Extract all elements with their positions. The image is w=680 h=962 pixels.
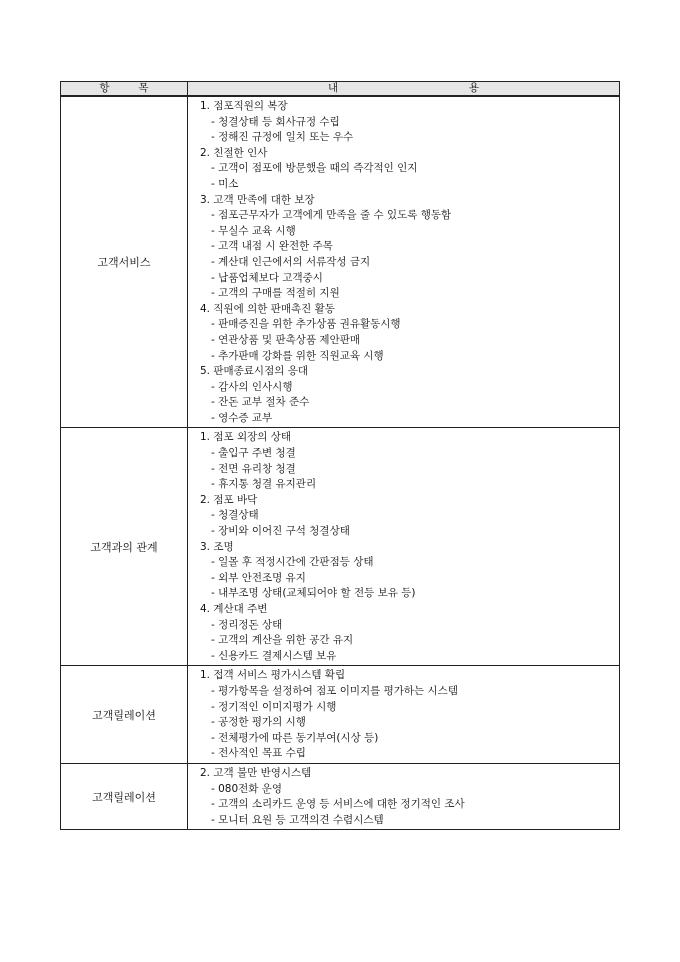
content-bullet: - 판매증진을 위한 추가상품 권유활동시행 — [211, 318, 401, 331]
content-bullet: - 모니터 요원 등 고객의견 수렴시스템 — [211, 813, 384, 826]
content-bullet: - 고객의 계산을 위한 공간 유지 — [211, 634, 354, 647]
content-bullet: - 신용카드 결제시스템 보유 — [211, 649, 337, 662]
content-bullet: - 추가판매 강화를 위한 직원교육 시행 — [211, 349, 384, 362]
content-bullet: - 청결상태 등 회사규정 수립 — [211, 115, 340, 128]
table-body — [61, 96, 620, 830]
header-item-char-2: 목 — [138, 82, 149, 94]
content-bullet: - 정해진 규정에 일치 또는 우수 — [211, 131, 354, 144]
header-item — [61, 82, 188, 97]
content-bullet: - 전체평가에 따른 동기부여(시상 등) — [211, 731, 379, 744]
table-row — [61, 666, 620, 764]
content-bullet: - 잔돈 교부 절차 준수 — [211, 396, 310, 409]
row-category: 고객과의 관계 — [61, 428, 188, 666]
content-bullet: - 미소 — [211, 177, 239, 190]
content-bullet: - 평가항목을 설정하여 점포 이미지를 평가하는 시스템 — [211, 684, 458, 697]
content-bullet: - 정리정돈 상태 — [211, 618, 283, 631]
header-content-char-1: 내 — [328, 82, 339, 94]
content-heading: 1. 점포직원의 복장 — [200, 100, 288, 112]
row-category: 고객서비스 — [61, 96, 188, 428]
content-bullet: - 고객의 소리카드 운영 등 서비스에 대한 정기적인 조사 — [211, 798, 465, 811]
content-heading: 4. 직원에 의한 판매촉진 활동 — [200, 302, 335, 315]
content-bullet: - 계산대 인근에서의 서류작성 금지 — [211, 255, 371, 268]
content-bullet: - 고객의 구매를 적절히 지원 — [211, 287, 340, 300]
content-heading: 3. 조명 — [200, 540, 234, 553]
content-bullet: - 연관상품 및 판촉상품 제안판매 — [211, 333, 360, 346]
content-bullet: - 080전화 운영 — [211, 782, 283, 795]
row-content — [188, 428, 620, 666]
row-content — [188, 96, 620, 428]
content-bullet: - 점포근무자가 고객에게 만족을 줄 수 있도록 행동함 — [211, 209, 452, 222]
content-bullet: - 감사의 인사시행 — [211, 380, 293, 393]
content-bullet: - 출입구 주변 청결 — [211, 447, 296, 460]
content-heading: 4. 계산대 주변 — [200, 603, 268, 615]
content-bullet: - 청결상태 — [211, 509, 259, 522]
content-bullet: - 무실수 교육 시행 — [211, 224, 296, 237]
content-bullet: - 내부조명 상태(교체되어야 할 전등 보유 등) — [211, 587, 416, 600]
header-content — [188, 82, 620, 97]
content-bullet: - 일몰 후 적정시간에 간판점등 상태 — [211, 556, 374, 569]
header-item-char-1: 항 — [99, 82, 110, 94]
content-bullet: - 공정한 평가의 시행 — [211, 716, 306, 729]
row-category: 고객릴레이션 — [61, 666, 188, 764]
row-content — [188, 763, 620, 829]
content-bullet: - 전면 유리창 청결 — [211, 462, 296, 475]
content-heading: 5. 판매종료시점의 응대 — [200, 365, 308, 378]
content-bullet: - 고객이 점포에 방문했을 때의 즉각적인 인지 — [211, 162, 418, 175]
table-header-row — [61, 82, 620, 97]
content-bullet: - 영수증 교부 — [211, 411, 273, 424]
row-content — [188, 666, 620, 764]
row-category: 고객릴레이션 — [61, 763, 188, 829]
table-row — [61, 428, 620, 666]
service-standards-table — [60, 81, 620, 830]
table-row — [61, 763, 620, 829]
content-bullet: - 휴지통 청결 유지관리 — [211, 478, 317, 491]
content-bullet: - 정기적인 이미지평가 시행 — [211, 700, 337, 713]
content-bullet: - 납품업체보다 고객중시 — [211, 271, 323, 284]
table-row — [61, 96, 620, 428]
content-heading: 1. 접객 서비스 평가시스템 확립 — [200, 669, 346, 682]
content-heading: 2. 고객 불만 반영시스템 — [200, 766, 312, 779]
content-heading: 2. 점포 바닥 — [200, 493, 258, 506]
content-heading: 3. 고객 만족에 대한 보장 — [200, 193, 315, 206]
content-bullet: - 장비와 이어진 구석 청결상태 — [211, 525, 350, 538]
content-heading: 2. 친절한 인사 — [200, 146, 268, 159]
content-heading: 1. 점포 외장의 상태 — [200, 431, 292, 444]
header-content-char-2: 용 — [468, 82, 479, 94]
content-bullet: - 고객 내점 시 완전한 주목 — [211, 240, 333, 253]
content-bullet: - 전사적인 목표 수립 — [211, 747, 306, 760]
content-bullet: - 외부 안전조명 유지 — [211, 571, 306, 584]
